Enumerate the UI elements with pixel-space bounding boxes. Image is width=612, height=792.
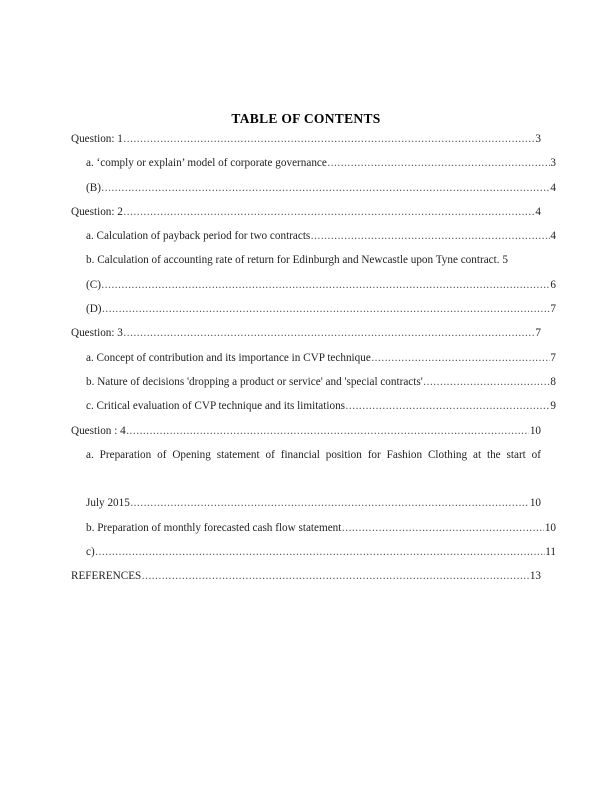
toc-entry-label: c) (86, 546, 95, 559)
toc-entry-label-line1-text: a. Preparation of Opening statement of financial position for Fashion Clothing at the start of (86, 448, 541, 461)
toc-entry[interactable] (71, 419, 541, 443)
toc-entry-label: Question : 4 (71, 424, 126, 437)
toc-entry[interactable] (71, 200, 541, 224)
toc-entry-page: 13 (529, 570, 541, 583)
toc-entry[interactable] (71, 564, 541, 588)
dot-leader (346, 401, 550, 412)
toc-entry-page: 7 (535, 327, 541, 340)
toc-entry-page: 7 (550, 303, 556, 316)
toc-entry[interactable] (71, 443, 541, 516)
toc-entry-page: 10 (529, 497, 541, 510)
dot-leader (342, 523, 544, 534)
dot-leader (142, 571, 530, 582)
table-of-contents (71, 127, 556, 589)
toc-entry-label: REFERENCES (71, 570, 142, 583)
toc-entry-label: b. Nature of decisions 'dropping a product or service' and 'special contracts' (86, 375, 423, 388)
toc-entry[interactable] (71, 321, 541, 345)
toc-entry-page: 4 (535, 205, 541, 218)
toc-entry[interactable] (71, 394, 556, 418)
toc-entry-page: 11 (545, 546, 556, 559)
toc-entry-label: Question: 1 (71, 133, 123, 145)
toc-entry-page: 10 (544, 521, 556, 534)
toc-entry-label: (B) (86, 181, 101, 194)
toc-entry-page: 7 (550, 351, 556, 364)
dot-leader (102, 304, 550, 315)
toc-entry[interactable] (71, 273, 556, 297)
toc-entry-label: c. Critical evaluation of CVP technique and its limitations (86, 400, 346, 413)
toc-entry[interactable] (71, 248, 556, 272)
dot-leader (423, 377, 550, 388)
toc-entry-page: 10 (529, 424, 541, 437)
toc-entry[interactable] (71, 224, 556, 248)
dot-leader (126, 426, 529, 437)
toc-entry[interactable] (71, 370, 556, 394)
toc-entry-label: a. Calculation of payback period for two contracts (86, 230, 311, 243)
toc-entry-page: 9 (550, 400, 556, 413)
toc-entry-line2 (86, 491, 541, 515)
dot-leader (130, 498, 529, 509)
toc-entry-label: Question: 3 (71, 327, 123, 340)
toc-entry[interactable] (71, 540, 556, 564)
toc-entry-page: 3 (535, 133, 541, 145)
toc-entry-label: (D) (86, 303, 102, 316)
toc-entry[interactable] (71, 297, 556, 321)
toc-entry-label: a. Concept of contribution and its importance in CVP technique (86, 351, 371, 364)
toc-entry-label: a. ‘comply or explain’ model of corporate governance (86, 157, 327, 170)
toc-entry-label-line1 (86, 443, 541, 492)
toc-entry-page: 4 (550, 181, 556, 194)
dot-leader (101, 183, 549, 194)
toc-entry-label: b. Calculation of accounting rate of return for Edinburgh and Newcastle upon Tyne contract. 5 (86, 254, 508, 267)
toc-entry-page: 3 (550, 157, 556, 170)
toc-entry-label: b. Preparation of monthly forecasted cash flow statement (86, 521, 342, 534)
dot-leader (327, 158, 550, 169)
dot-leader (311, 231, 550, 242)
toc-entry[interactable] (71, 176, 556, 200)
dot-leader (95, 547, 545, 558)
page-title: TABLE OF CONTENTS (231, 111, 381, 126)
dot-leader (123, 328, 535, 339)
dot-leader (371, 353, 550, 364)
toc-entry[interactable] (71, 151, 556, 175)
toc-entry-label: Question: 2 (71, 205, 123, 218)
toc-entry[interactable] (71, 127, 541, 151)
dot-leader (123, 207, 535, 218)
toc-entry[interactable] (71, 346, 556, 370)
dot-leader (123, 134, 535, 145)
toc-entry-page: 4 (550, 230, 556, 243)
toc-entry-page: 6 (550, 278, 556, 291)
toc-entry[interactable] (71, 516, 556, 540)
toc-entry-label-line2: July 2015 (86, 497, 130, 510)
dot-leader (101, 280, 549, 291)
toc-entry-label: (C) (86, 278, 101, 291)
toc-entry-page: 8 (550, 375, 556, 388)
